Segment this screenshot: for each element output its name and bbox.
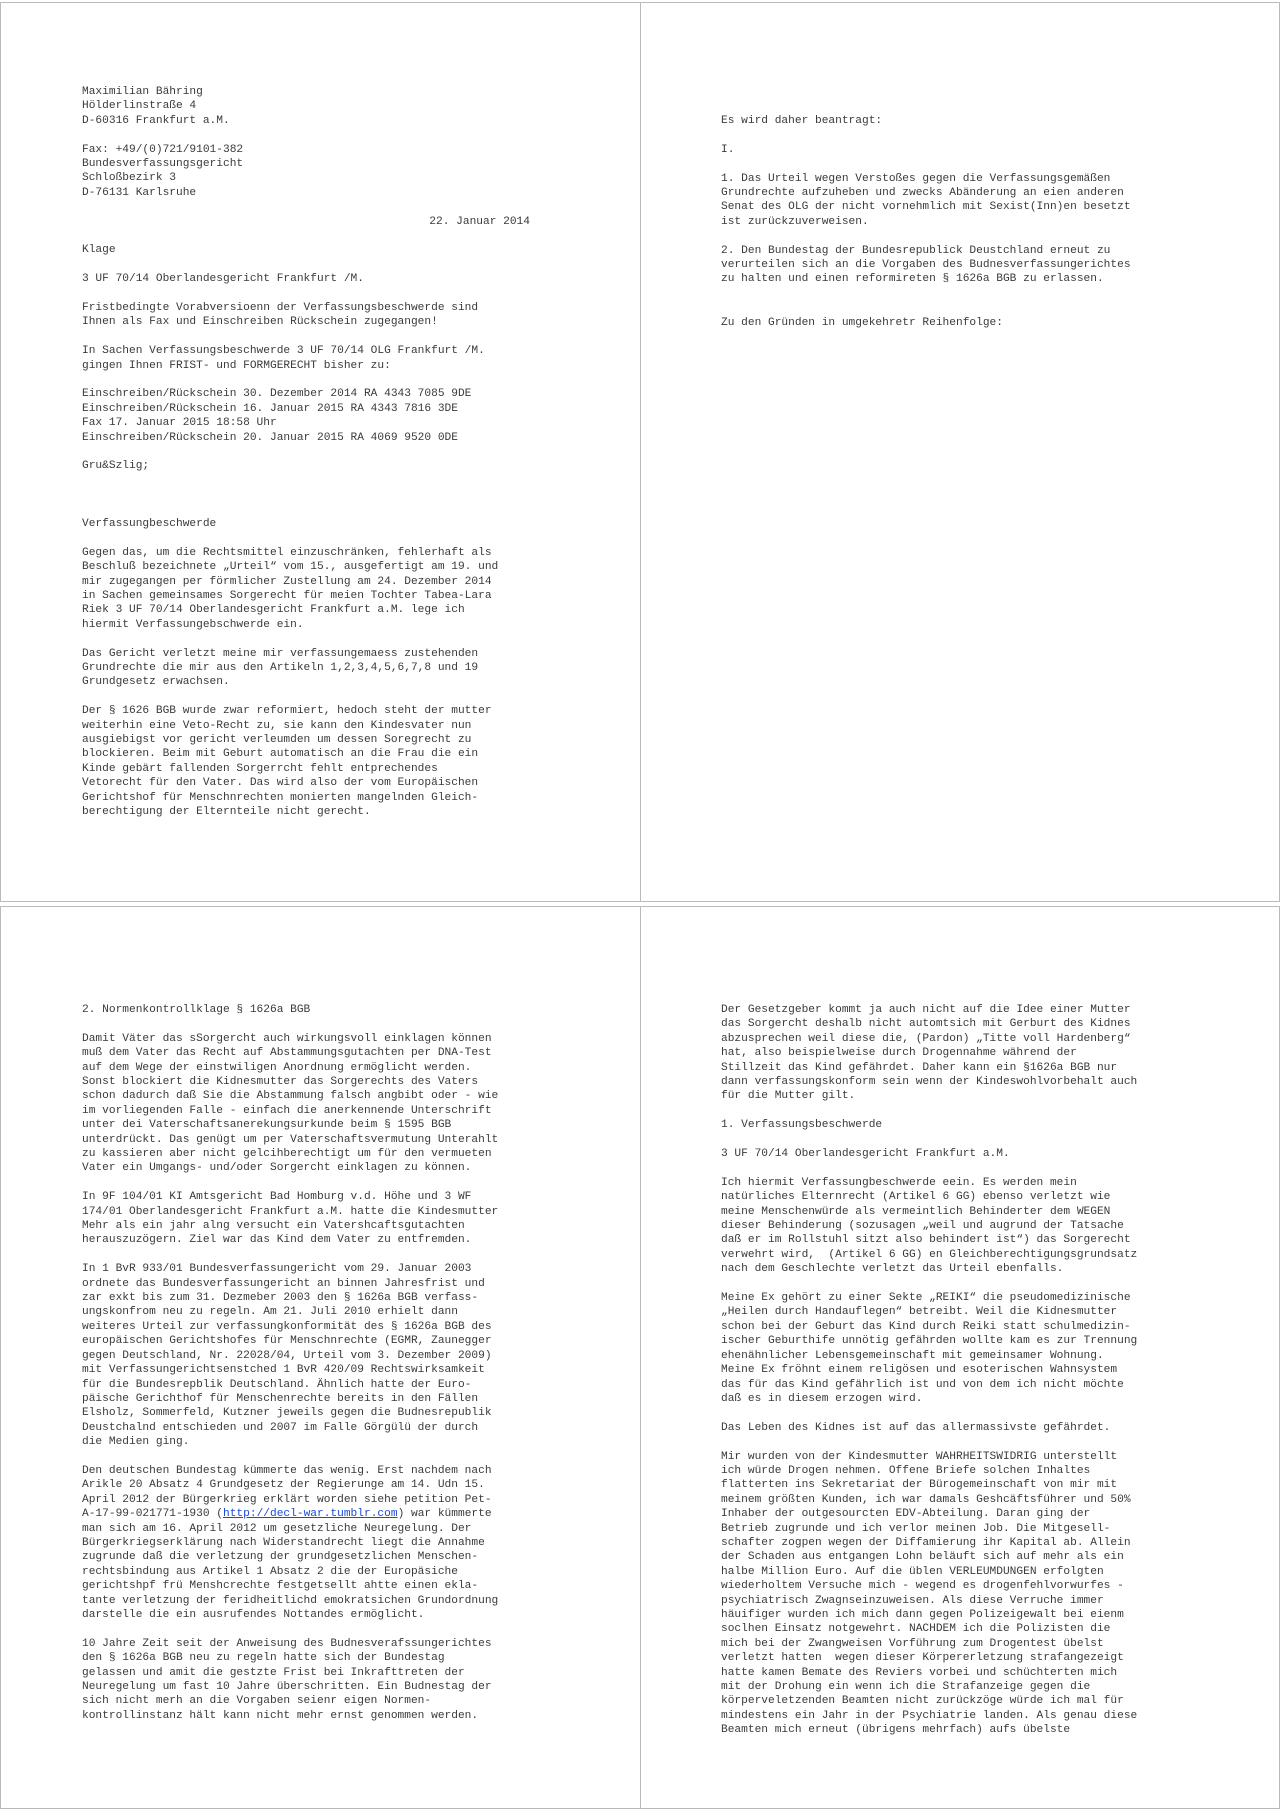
paragraph: In 1 BvR 933/01 Bundesverfassungericht vom 29. Januar 2003 ordnete das Bundesverfassungericht an binnen Jahresfrist und zar exkt bis zum 31. Dezmeber 2003 den § 1626a BGB verfass- ungskonfrom neu zu regeln. Am 21. Juli 2010 erhielt dann weiteres Urteil zur verfassungkonformität des § 1626a BGB des europäischen Gerichtshofes für Menschnrechte (EGMR, Zaunegger gegen Deutschland, Nr. 22028/04, Urteil vom 3. Dezember 2009) mit Verfassungerichtsenstched 1 BvR 420/09 Rechtswirksamkeit für die Bundesrepblik Deutschland. Ähnlich hatte der Euro- päische Gerichthof für Menschenrechte bereits in den Fällen Elsholz, Sommerfeld, Kutzner jeweils gegen die Budnesrepublik Deustchalnd entschieden und 2007 im Falle Görgülü der durch die Medien ging. bbox=[82, 1263, 492, 1449]
paragraph: Gegen das, um die Rechtsmittel einzuschränken, fehlerhaft als Beschluß bezeichnete „Urteil“ vom 15., ausgefertigt am 19. und mir zugegangen per förmlicher Zustellung am 24. Dezember 2014 in Sachen gemeinsames Sorgerecht für meien Tochter Tabea-Lara Riek 3 UF 70/14 Oberlandesgericht Frankfurt a.M. lege ich hiermit Verfassungebschwerde ein. bbox=[82, 546, 499, 631]
paragraph: Damit Väter das sSorgercht auch wirkungsvoll einklagen können muß dem Vater das Recht auf Abstammungsgutachten per DNA-Test auf dem Wege der einstwiligen Anordnung ermöglicht werden. Sonst blockiert die Kidnesmutter das Sorgerechts des Vaters schon dadurch daß Sie die Abstammung falsch angbibt oder - wie im vorliegenden Falle - einfach die anerkennende Unterschrift unter dei Vaterschaftsanerekungsurkunde beim § 1595 BGB unterdrückt. Das genügt um per Vaterschaftsvermutung Unterahlt zu kassieren aber nicht gelcihberechtigt um für den vermueten Vater ein Umgangs- und/oder Sorgercht einklagen zu können. bbox=[82, 1032, 499, 1175]
petition-link[interactable]: http://decl-war.tumblr.com bbox=[223, 1508, 398, 1521]
case-reference: 3 UF 70/14 Oberlandesgericht Frankfurt a.M. bbox=[721, 1148, 1010, 1161]
page-1-content bbox=[82, 85, 630, 820]
paragraph: Den deutschen Bundestag kümmerte das wenig. Erst nachdem nach Arikle 20 Absatz 4 Grundgesetz der Regierunge am 14. Udn 15. April 2012 der Bürgerkrieg erklärt worden siehe petition Pet- A-17-99-021771-1930 (http://decl-war.tumblr.com) war kümmerte man sich am 16. April 2012 um gesetzliche Neuregelung. Der Bürgerkriegserklärung nach Widerstandrecht liegt die Annahme zugrunde daß die verletzung der grundgesetzlichen Menschen- rechtsbindung aus Artikel 1 Absatz 2 die der Europäsiche gerichtshpf frü Menshcrechte festgetsellt ahtte einen ekla- tante verletzung der feridheitlichd emokratsichen Grundordnung darstelle die ein ausrufendes Nottandes ermöglicht. bbox=[82, 1464, 630, 1622]
paragraph: Der § 1626 BGB wurde zwar reformiert, hedoch steht der mutter weiterhin eine Veto-Recht zu, sie kann den Kindesvater nun ausgiebigst vor gericht verleumden um dessen Soregrecht zu blockieren. Beim mit Geburt automatisch an die Frau die ein Kinde gebärt fallenden Sorgerrcht fehlt entprechendes Vetorecht für den Vater. Das wird also der vom Europäischen Gerichtshof für Menschnrechten monierten mangelnden Gleich- berechtigung der Elternteile nicht gerecht. bbox=[82, 705, 492, 819]
paragraph: Das Gericht verletzt meine mir verfassungemaess zustehenden Grundrechte die mir aus den Artikeln 1,2,3,4,5,6,7,8 und 19 Grundgesetz erwachsen. bbox=[82, 647, 479, 689]
paragraph: In Sachen Verfassungsbeschwerde 3 UF 70/14 OLG Frankfurt /M. gingen Ihnen FRIST- und FORMGERECHT bisher zu: bbox=[82, 345, 485, 372]
section-heading: Verfassungbeschwerde bbox=[82, 518, 217, 531]
paragraph: Ich hiermit Verfassungbeschwerde eein. Es werden mein natürliches Elternrecht (Artikel 6 GG) ebenso verletzt wie meine Menschenwürde als vermeintlich Behinderter dem WEGEN dieser Behinderung (sozusagen „weil und augrund der Tatsache daß er im Rollstuhl sitzt also behindert ist“) das Sorgerecht verwehrt wird, (Artikel 6 GG) en Gleichberechtigungsgrundsatz nach dem Geschlechte verletzt das Urteil ebenfalls. bbox=[721, 1176, 1138, 1276]
grounds-intro: Zu den Gründen in umgekehretr Reihenfolge: bbox=[721, 316, 1003, 329]
petition-line: A-17-99-021771-1930 (http://decl-war.tumblr.com) war kümmerte bbox=[82, 1508, 492, 1521]
motion-intro: Es wird daher beantragt: bbox=[721, 115, 883, 127]
paragraph: Mir wurden von der Kindesmutter WAHRHEITSWIDRIG unterstellt ich würde Drogen nehmen. Offene Briefe solchen Inhaltes flatterten ins Sekretariat der Bürogemeinschaft von mir mit meinem größten Kunden, ich war damals Geshcäftsführer und 50% Inhaber der outgesourcten EDV-Abteilung. Daran ging der Betrieb zugrunde und ich verlor meinen Job. Die Mitgesell- schafter zogpen wegen der Diffamierung ihr Kapital ab. Allein der Schaden aus entgangen Lohn beläuft sich auf mehr als ein halbe Million Euro. Auf die üblen VERLEUMDUNGEN erfolgten wiederholtem Versuche mich - wegend es drogenfehlvorwurfes - psychiatrisch Zwagnseinzuweisen. Als diese Verruche immer häuifiger wurden ich mich dann gegen Polizeigewalt bei eienm soclhen Einsatz notgewehrt. NACHDEM ich die Polizisten die mich bei der Zwangweisen Vorführung zum Drogentest übelst verletzt hatten wegen dieser Körpererletzung strafangezeigt hatte kamen Bemate des Reviers vorbei und schüchterten mich mit der Drohung ein wenn ich die Strafanzeige gegen die körperveletzenden Beamten nicht zurückzöge würde ich mal für mindestens ein Jahr in der Psychiatrie landen. Als genau diese Beamten mich erneut (übrigens mehrfach) aufs übelste bbox=[721, 1450, 1138, 1737]
page-4-content bbox=[721, 1003, 1269, 1738]
letter-date: 22. Januar 2014 bbox=[429, 215, 530, 228]
paragraph: Fristbedingte Vorabversioenn der Verfassungsbeschwerde sind Ihnen als Fax und Einschreiben Rückschein zugegangen! bbox=[82, 302, 479, 329]
greeting: Gru&Szlig; bbox=[82, 460, 150, 473]
document-page-3 bbox=[0, 906, 641, 1809]
delivery-list: Einschreiben/Rückschein 30. Dezember 2014 RA 4343 7085 9DE Einschreiben/Rückschein 16. Januar 2015 RA 4343 7816 3DE Fax 17. Januar 2015 18:58 Uhr Einschreiben/Rückschein 20. Januar 2015 RA 4069 9520 0DE bbox=[82, 388, 472, 444]
page-2-content bbox=[721, 114, 1269, 330]
klage-label: Klage bbox=[82, 244, 116, 257]
paragraph: Der Gesetzgeber kommt ja auch nicht auf die Idee einer Mutter das Sorgercht deshalb nicht automtsich mit Gerburt des Kidnes abzusprechen weil diese die, (Pardon) „Titte voll Hardenberg“ hat, also beispielweise durch Drogennahme während der Stillzeit das Kind gefährdet. Daher kann ein §1626a BGB nur dann verfassungskonform sein wenn der Kindeswohlvorbehalt auch für die Mutter gilt. bbox=[721, 1004, 1138, 1103]
page-3-content bbox=[82, 1003, 630, 1723]
document-page-1 bbox=[0, 2, 641, 902]
document-page-4 bbox=[640, 906, 1280, 1809]
recipient-address: Fax: +49/(0)721/9101-382 Bundesverfassungsgericht Schloßbezirk 3 D-76131 Karlsruhe bbox=[82, 143, 244, 199]
paragraph: Meine Ex gehört zu einer Sekte „REIKI“ die pseudomedizinische „Heilen durch Handauflegen“ betreibt. Weil die Kidnesmutter schon bei der Geburt das Kind durch Reiki statt schulmedizin- ischer Geburthife unnötig gefährden wollte kam es zur Trennung ehenähnlicher Lebensgemeinschaft mit gemeinsamer Wohnung. Meine Ex fröhnt einem religösen und esoterischen Wahnsystem das für das Kind gefährlich ist und von dem ich nicht möchte daß es in diesem erzogen wird. bbox=[721, 1292, 1138, 1405]
paragraph: In 9F 104/01 KI Amtsgericht Bad Homburg v.d. Höhe und 3 WF 174/01 Oberlandesgericht Frankfurt a.M. hatte die Kindesmutter Mehr als ein jahr alng versucht ein Vatershcaftsgutachten herauszuzögern. Ziel war das Kind dem Vater zu entfremden. bbox=[82, 1191, 499, 1247]
sender-address: Maximilian Bähring Hölderlinstraße 4 D-60316 Frankfurt a.M. bbox=[82, 86, 230, 127]
paragraph: Das Leben des Kidnes ist auf das allermassivste gefährdet. bbox=[721, 1421, 1111, 1434]
motion-item: 2. Den Bundestag der Bundesrepublick Deustchland erneut zu verurteilen sich an die Vorgaben des Budnesverfassungerichtes zu halten und einen reformireten § 1626a BGB zu erlassen. bbox=[721, 244, 1131, 286]
document-page-2 bbox=[640, 2, 1280, 902]
section-heading: 1. Verfassungsbeschwerde bbox=[721, 1119, 883, 1132]
motion-item: 1. Das Urteil wegen Verstoßes gegen die Verfassungsgemäßen Grundrechte aufzuheben und zwecks Abänderung an eien anderen Senat des OLG der nicht vornehmlich mit Sexist(Inn)en besetzt ist zurückzuverweisen. bbox=[721, 172, 1131, 228]
paragraph: 10 Jahre Zeit seit der Anweisung des Budnesverafssungerichtes den § 1626a BGB neu zu regeln hatte sich der Bundestag gelassen und amit die gestzte Frist bei Inkrafttreten der Neuregelung um fast 10 Jahre überschritten. Ein Budnestag der sich nicht merh an die Vorgaben seienr eigen Normen- kontrollinstanz hält kann nicht mehr ernst genommen werden. bbox=[82, 1637, 492, 1722]
roman-numeral: I. bbox=[721, 143, 735, 156]
section-heading: 2. Normenkontrollklage § 1626a BGB bbox=[82, 1004, 311, 1016]
case-reference: 3 UF 70/14 Oberlandesgericht Frankfurt /M. bbox=[82, 273, 364, 286]
